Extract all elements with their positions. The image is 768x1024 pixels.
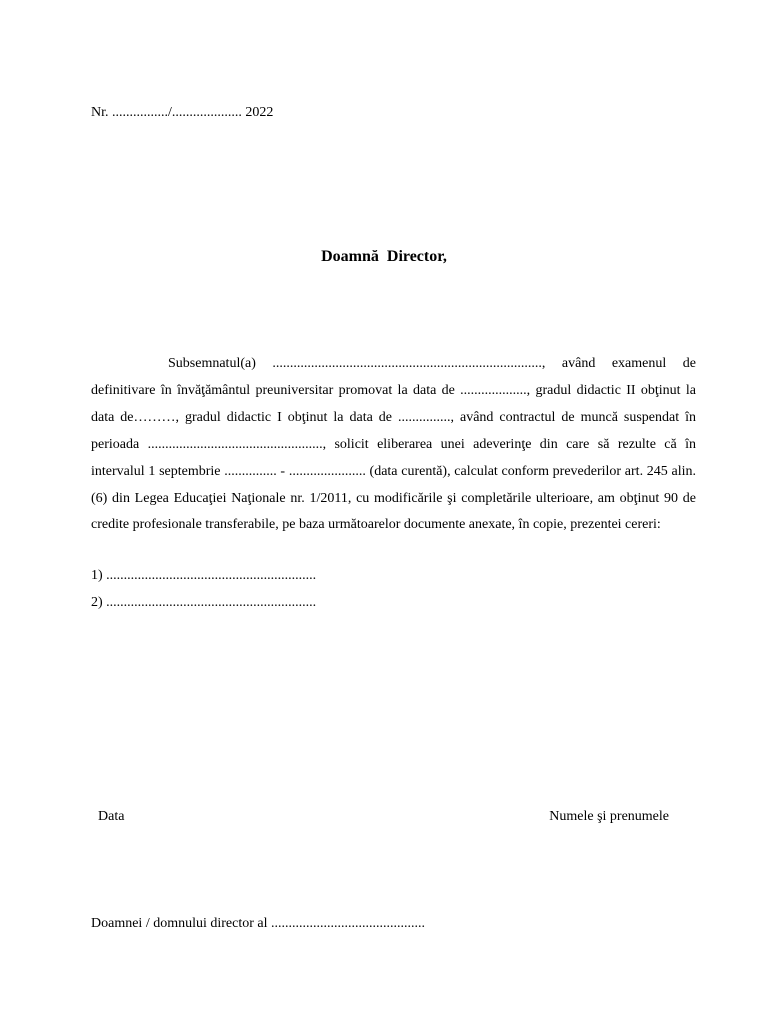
annex-item-1: 1) ............................................................ — [91, 568, 317, 583]
date-label: Data — [98, 809, 125, 824]
recipient-line: Doamnei / domnului director al ............................................ — [91, 916, 426, 931]
request-body — [91, 351, 696, 539]
salutation-heading: Doamnă Director, — [321, 248, 447, 265]
full-name-label: Numele şi prenumele — [549, 809, 669, 824]
request-paragraph: Subsemnatul(a) ............................................................................., având examenul de definitivare în învăţământul preuniversitar promovat la data de ..................., gradul didactic II obţinut la data de………, gradul didactic I obţinut la data de ..............., având contractul de muncă suspendat în perioada .................................................., solicit eliberarea unei adeverinţe din care să rezulte că în intervalul 1 septembrie ............... - ...................... (data curentă), calculat conform prevederilor art. 245 alin. (6) din Legea Educaţiei Naţionale nr. 1/2011, cu modificările şi completările ulterioare, am obţinut 90 de credite profesionale transferabile, pe baza următoarelor documente anexate, în copie, prezentei cereri: — [91, 356, 696, 533]
annex-item-2: 2) ............................................................ — [91, 595, 317, 610]
registration-number-line: Nr. ................/.................... 2022 — [91, 105, 274, 120]
